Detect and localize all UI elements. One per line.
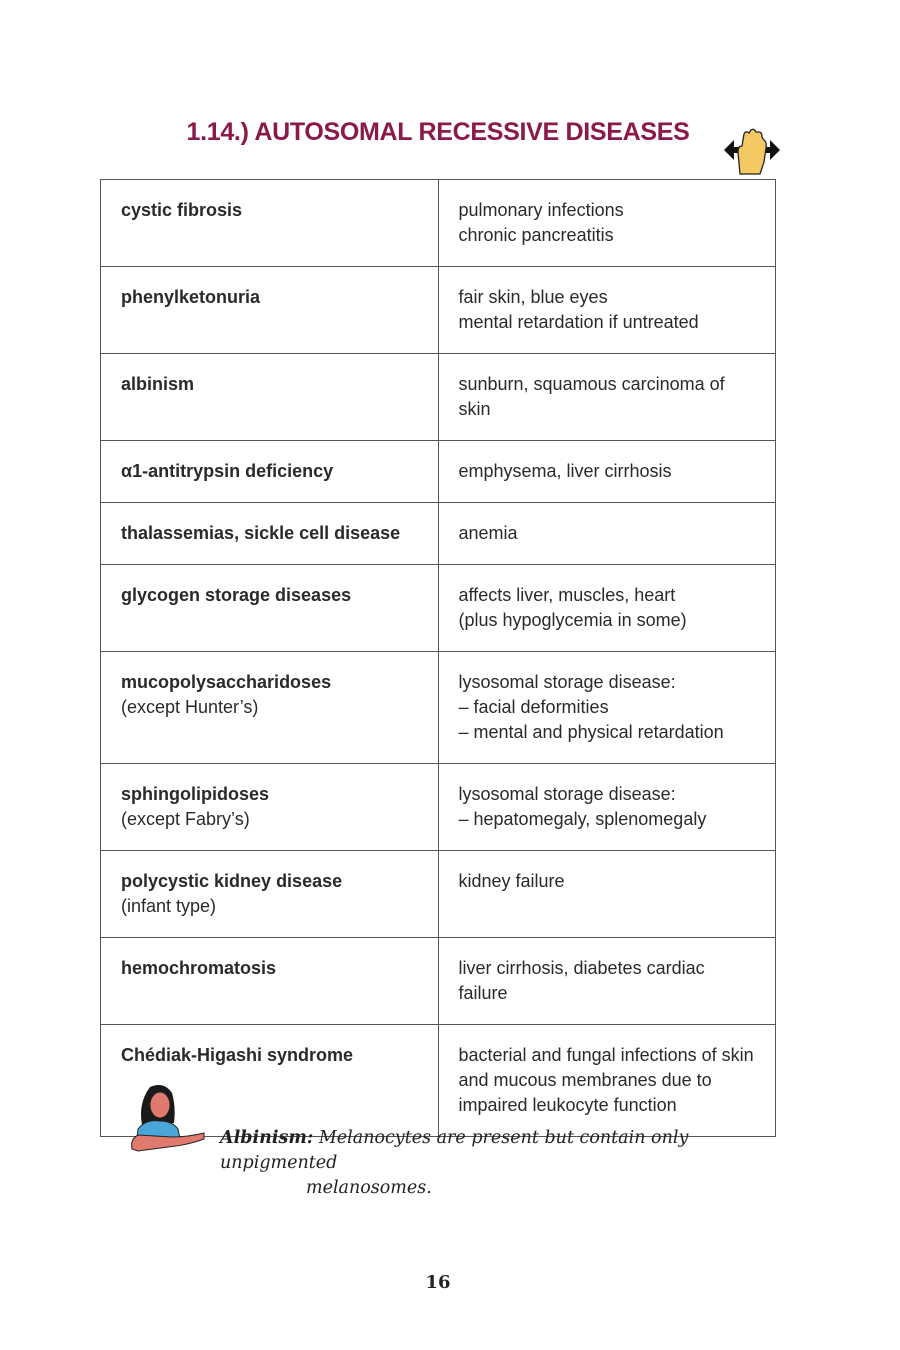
disease-name: sphingolipidoses bbox=[121, 784, 270, 804]
disease-cell bbox=[101, 938, 439, 1025]
disease-cell bbox=[101, 441, 439, 503]
features-cell bbox=[438, 180, 776, 267]
table-row bbox=[101, 503, 776, 565]
disease-cell bbox=[101, 354, 439, 441]
table-row bbox=[101, 441, 776, 503]
feature-line: impaired leukocyte function bbox=[458, 1095, 677, 1115]
disease-cell bbox=[101, 764, 439, 851]
features-cell bbox=[438, 503, 776, 565]
table-row bbox=[101, 764, 776, 851]
disease-cell bbox=[101, 503, 439, 565]
features-cell bbox=[438, 354, 776, 441]
page-title: 1.14.) AUTOSOMAL RECESSIVE DISEASES bbox=[186, 118, 690, 146]
table-row bbox=[101, 354, 776, 441]
disease-name: thalassemias, sickle cell disease bbox=[121, 523, 401, 543]
feature-line: liver cirrhosis, diabetes cardiac failure bbox=[458, 958, 705, 1003]
table-row bbox=[101, 180, 776, 267]
feature-line: lysosomal storage disease: bbox=[458, 672, 676, 692]
table-row bbox=[101, 851, 776, 938]
disease-note: (except Hunter’s) bbox=[121, 697, 259, 717]
feature-line: emphysema, liver cirrhosis bbox=[458, 461, 672, 481]
disease-name: phenylketonuria bbox=[121, 287, 261, 307]
table-row bbox=[101, 938, 776, 1025]
pointing-woman-icon bbox=[128, 1083, 206, 1153]
hand-with-arrows-icon bbox=[724, 128, 780, 178]
feature-line: sunburn, squamous carcinoma of skin bbox=[458, 374, 725, 419]
disease-name: Chédiak-Higashi syndrome bbox=[121, 1045, 354, 1065]
feature-line: – mental and physical retardation bbox=[458, 722, 724, 742]
disease-name: mucopolysaccharidoses bbox=[121, 672, 332, 692]
features-cell bbox=[438, 565, 776, 652]
disease-name: albinism bbox=[121, 374, 195, 394]
albinism-callout bbox=[220, 1126, 760, 1201]
disease-name: glycogen storage diseases bbox=[121, 585, 352, 605]
feature-line: kidney failure bbox=[458, 871, 565, 891]
feature-line: (plus hypoglycemia in some) bbox=[458, 610, 687, 630]
disease-name: cystic fibrosis bbox=[121, 200, 243, 220]
table-row bbox=[101, 652, 776, 764]
features-cell bbox=[438, 1025, 776, 1137]
feature-line: affects liver, muscles, heart bbox=[458, 585, 676, 605]
callout-text: Melanocytes are present but contain only unpigmented bbox=[220, 1128, 689, 1173]
feature-line: lysosomal storage disease: bbox=[458, 784, 676, 804]
feature-line: bacterial and fungal infections of skin bbox=[458, 1045, 754, 1065]
disease-note: (except Fabry’s) bbox=[121, 809, 250, 829]
feature-line: pulmonary infections bbox=[458, 200, 624, 220]
disease-cell bbox=[101, 652, 439, 764]
disease-cell bbox=[101, 180, 439, 267]
feature-line: mental retardation if untreated bbox=[458, 312, 699, 332]
diseases-table bbox=[100, 179, 776, 1137]
feature-line: fair skin, blue eyes bbox=[458, 287, 608, 307]
disease-name: polycystic kidney disease bbox=[121, 871, 343, 891]
feature-line: chronic pancreatitis bbox=[458, 225, 614, 245]
table-row bbox=[101, 565, 776, 652]
callout-text-continued: melanosomes. bbox=[306, 1178, 432, 1198]
features-cell bbox=[438, 938, 776, 1025]
disease-cell bbox=[101, 851, 439, 938]
features-cell bbox=[438, 851, 776, 938]
page-number: 16 bbox=[425, 1272, 451, 1293]
callout-term: Albinism: bbox=[220, 1128, 314, 1148]
disease-cell bbox=[101, 565, 439, 652]
features-cell bbox=[438, 267, 776, 354]
table-row bbox=[101, 267, 776, 354]
features-cell bbox=[438, 652, 776, 764]
feature-line: – facial deformities bbox=[458, 697, 609, 717]
feature-line: anemia bbox=[458, 523, 518, 543]
disease-cell bbox=[101, 267, 439, 354]
disease-note: (infant type) bbox=[121, 896, 217, 916]
disease-name: α1-antitrypsin deficiency bbox=[121, 461, 334, 481]
feature-line: and mucous membranes due to bbox=[458, 1070, 712, 1090]
features-cell bbox=[438, 441, 776, 503]
disease-name: hemochromatosis bbox=[121, 958, 277, 978]
feature-line: – hepatomegaly, splenomegaly bbox=[458, 809, 707, 829]
features-cell bbox=[438, 764, 776, 851]
